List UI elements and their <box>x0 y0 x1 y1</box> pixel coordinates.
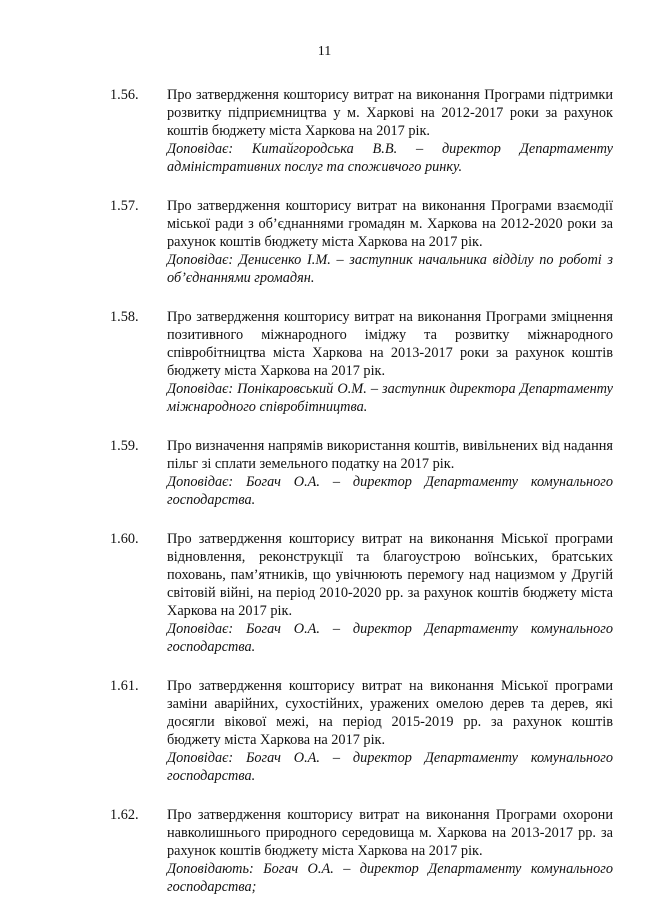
agenda-item <box>0 86 649 176</box>
item-speaker: Доповідає: Богач О.А. – директор Департаменту комунального господарства. <box>167 750 613 784</box>
agenda-list <box>0 86 649 917</box>
item-speaker: Доповідають: Богач О.А. – директор Департаменту комунального господарства; <box>167 861 613 895</box>
item-text: Про затвердження кошторису витрат на виконання Міської програми відновлення, реконструкції та благоустрою воїнських, братських поховань, пам’ятників, що увічнюють перемогу над нацизмом у Другій світовій війні, на період 2010-2020 рр. за рахунок коштів бюджету міста Харкова на 2017 рік. <box>167 531 613 619</box>
item-number: 1.57. <box>110 198 139 214</box>
item-body <box>167 86 613 176</box>
item-number: 1.60. <box>110 531 139 547</box>
item-text: Про затвердження кошторису витрат на виконання Програми охорони навколишнього природного середовища м. Харкова на 2013-2017 рр. за рахунок коштів бюджету міста Харкова на 2017 рік. <box>167 807 613 859</box>
agenda-item <box>0 530 649 656</box>
agenda-item <box>0 197 649 287</box>
item-number: 1.61. <box>110 678 139 694</box>
item-speaker: Доповідає: Понікаровський О.М. – заступник директора Департаменту міжнародного співробітництва. <box>167 381 613 415</box>
agenda-item <box>0 677 649 785</box>
item-number: 1.56. <box>110 87 139 103</box>
agenda-item <box>0 308 649 416</box>
item-number: 1.58. <box>110 309 139 325</box>
item-text: Про затвердження кошторису витрат на виконання Програми підтримки розвитку підприємництва у м. Харкові на 2012-2017 роки за рахунок коштів бюджету міста Харкова на 2017 рік. <box>167 87 613 139</box>
item-speaker: Доповідає: Богач О.А. – директор Департаменту комунального господарства. <box>167 621 613 655</box>
page-number: 11 <box>317 44 332 59</box>
item-body <box>167 806 613 896</box>
item-text: Про визначення напрямів використання коштів, вивільнених від надання пільг зі сплати земельного податку на 2017 рік. <box>167 438 613 472</box>
item-text: Про затвердження кошторису витрат на виконання Міської програми заміни аварійних, сухостійних, уражених омелою дерев та дерев, які досягли вікової межі, на період 2015-2019 рр. за рахунок коштів бюджету міста Харкова на 2017 рік. <box>167 678 613 748</box>
item-speaker: Доповідає: Богач О.А. – директор Департаменту комунального господарства. <box>167 474 613 508</box>
agenda-item <box>0 806 649 896</box>
item-body <box>167 437 613 509</box>
item-body <box>167 530 613 656</box>
item-speaker: Доповідає: Денисенко І.М. – заступник начальника відділу по роботі з об’єднаннями громадян. <box>167 252 613 286</box>
item-body <box>167 308 613 416</box>
item-body <box>167 197 613 287</box>
item-text: Про затвердження кошторису витрат на виконання Програми зміцнення позитивного міжнародного іміджу та розвитку міжнародного співробітництва міста Харкова на 2013-2017 роки за рахунок коштів бюджету міста Харкова на 2017 рік. <box>167 309 613 379</box>
item-number: 1.62. <box>110 807 139 823</box>
item-speaker: Доповідає: Китайгородська В.В. – директор Департаменту адміністративних послуг та споживчого ринку. <box>167 141 613 175</box>
item-body <box>167 677 613 785</box>
agenda-item <box>0 437 649 509</box>
item-number: 1.59. <box>110 438 139 454</box>
item-text: Про затвердження кошторису витрат на виконання Програми взаємодії міської ради з об’єднаннями громадян м. Харкова на 2012-2020 роки за рахунок коштів бюджету міста Харкова на 2017 рік. <box>167 198 613 250</box>
